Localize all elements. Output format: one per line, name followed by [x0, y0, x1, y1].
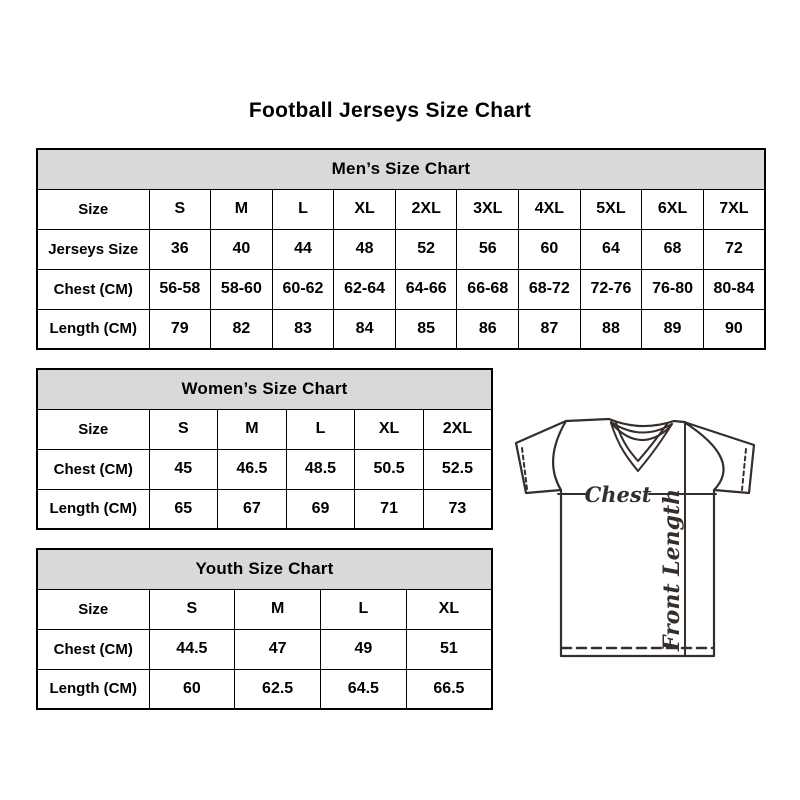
table-row [37, 489, 492, 529]
womens-table-title: Women’s Size Chart [37, 369, 492, 409]
size-value: 60-62 [272, 269, 334, 309]
size-value: 64 [580, 229, 642, 269]
size-value: 48 [334, 229, 396, 269]
size-value: 60 [519, 229, 581, 269]
size-value: 58-60 [211, 269, 273, 309]
size-value: 52 [395, 229, 457, 269]
mens-table-title: Men’s Size Chart [37, 149, 765, 189]
size-value: 52.5 [423, 449, 492, 489]
table-title-row [37, 549, 492, 589]
table-row [37, 269, 765, 309]
size-value: 62-64 [334, 269, 396, 309]
size-value: 49 [321, 629, 407, 669]
size-value: 84 [334, 309, 396, 349]
size-value: 60 [149, 669, 235, 709]
size-value: 51 [406, 629, 492, 669]
size-value: 44.5 [149, 629, 235, 669]
col-header-size: Size [37, 409, 149, 449]
size-value: 83 [272, 309, 334, 349]
youth-table-title: Youth Size Chart [37, 549, 492, 589]
size-value: 88 [580, 309, 642, 349]
col-header: S [149, 189, 211, 229]
jersey-measurement-diagram [501, 408, 761, 664]
row-label: Length (CM) [37, 669, 149, 709]
col-header: M [218, 409, 287, 449]
size-value: 85 [395, 309, 457, 349]
mens-size-table [36, 148, 766, 350]
size-value: 66-68 [457, 269, 519, 309]
row-label: Length (CM) [37, 489, 149, 529]
size-value: 76-80 [642, 269, 704, 309]
row-label: Chest (CM) [37, 629, 149, 669]
table-row [37, 629, 492, 669]
size-value: 67 [218, 489, 287, 529]
col-header: 7XL [703, 189, 765, 229]
size-value: 47 [235, 629, 321, 669]
size-value: 56 [457, 229, 519, 269]
womens-size-table [36, 368, 493, 530]
size-value: 48.5 [286, 449, 355, 489]
table-row [37, 229, 765, 269]
col-header: M [235, 589, 321, 629]
col-header: M [211, 189, 273, 229]
col-header: 2XL [395, 189, 457, 229]
col-header: XL [355, 409, 424, 449]
col-header: L [321, 589, 407, 629]
col-header: XL [406, 589, 492, 629]
col-header: 4XL [519, 189, 581, 229]
table-row [37, 589, 492, 629]
row-label: Length (CM) [37, 309, 149, 349]
size-value: 62.5 [235, 669, 321, 709]
size-value: 72 [703, 229, 765, 269]
col-header: XL [334, 189, 396, 229]
size-value: 69 [286, 489, 355, 529]
table-title-row [37, 149, 765, 189]
row-label: Jerseys Size [37, 229, 149, 269]
col-header: 2XL [423, 409, 492, 449]
col-header: 3XL [457, 189, 519, 229]
table-row [37, 409, 492, 449]
size-value: 45 [149, 449, 218, 489]
size-value: 65 [149, 489, 218, 529]
size-value: 66.5 [406, 669, 492, 709]
size-value: 64-66 [395, 269, 457, 309]
table-row [37, 189, 765, 229]
size-value: 40 [211, 229, 273, 269]
size-value: 79 [149, 309, 211, 349]
row-label: Chest (CM) [37, 269, 149, 309]
col-header: L [272, 189, 334, 229]
size-value: 36 [149, 229, 211, 269]
size-value: 86 [457, 309, 519, 349]
col-header: 6XL [642, 189, 704, 229]
col-header-size: Size [37, 589, 149, 629]
col-header: 5XL [580, 189, 642, 229]
row-label: Chest (CM) [37, 449, 149, 489]
size-value: 73 [423, 489, 492, 529]
size-value: 90 [703, 309, 765, 349]
col-header: L [286, 409, 355, 449]
size-value: 87 [519, 309, 581, 349]
page-title: Football Jerseys Size Chart [248, 99, 532, 122]
youth-size-table [36, 548, 493, 710]
front-length-label: Front Length [659, 488, 685, 652]
size-value: 50.5 [355, 449, 424, 489]
size-value: 72-76 [580, 269, 642, 309]
col-header-size: Size [37, 189, 149, 229]
table-row [37, 669, 492, 709]
size-value: 80-84 [703, 269, 765, 309]
size-value: 71 [355, 489, 424, 529]
size-value: 56-58 [149, 269, 211, 309]
table-row [37, 309, 765, 349]
table-row [37, 449, 492, 489]
size-value: 46.5 [218, 449, 287, 489]
col-header: S [149, 589, 235, 629]
col-header: S [149, 409, 218, 449]
size-value: 89 [642, 309, 704, 349]
table-title-row [37, 369, 492, 409]
size-value: 44 [272, 229, 334, 269]
chest-label: Chest [584, 482, 652, 507]
size-value: 68 [642, 229, 704, 269]
size-value: 64.5 [321, 669, 407, 709]
size-value: 68-72 [519, 269, 581, 309]
size-value: 82 [211, 309, 273, 349]
